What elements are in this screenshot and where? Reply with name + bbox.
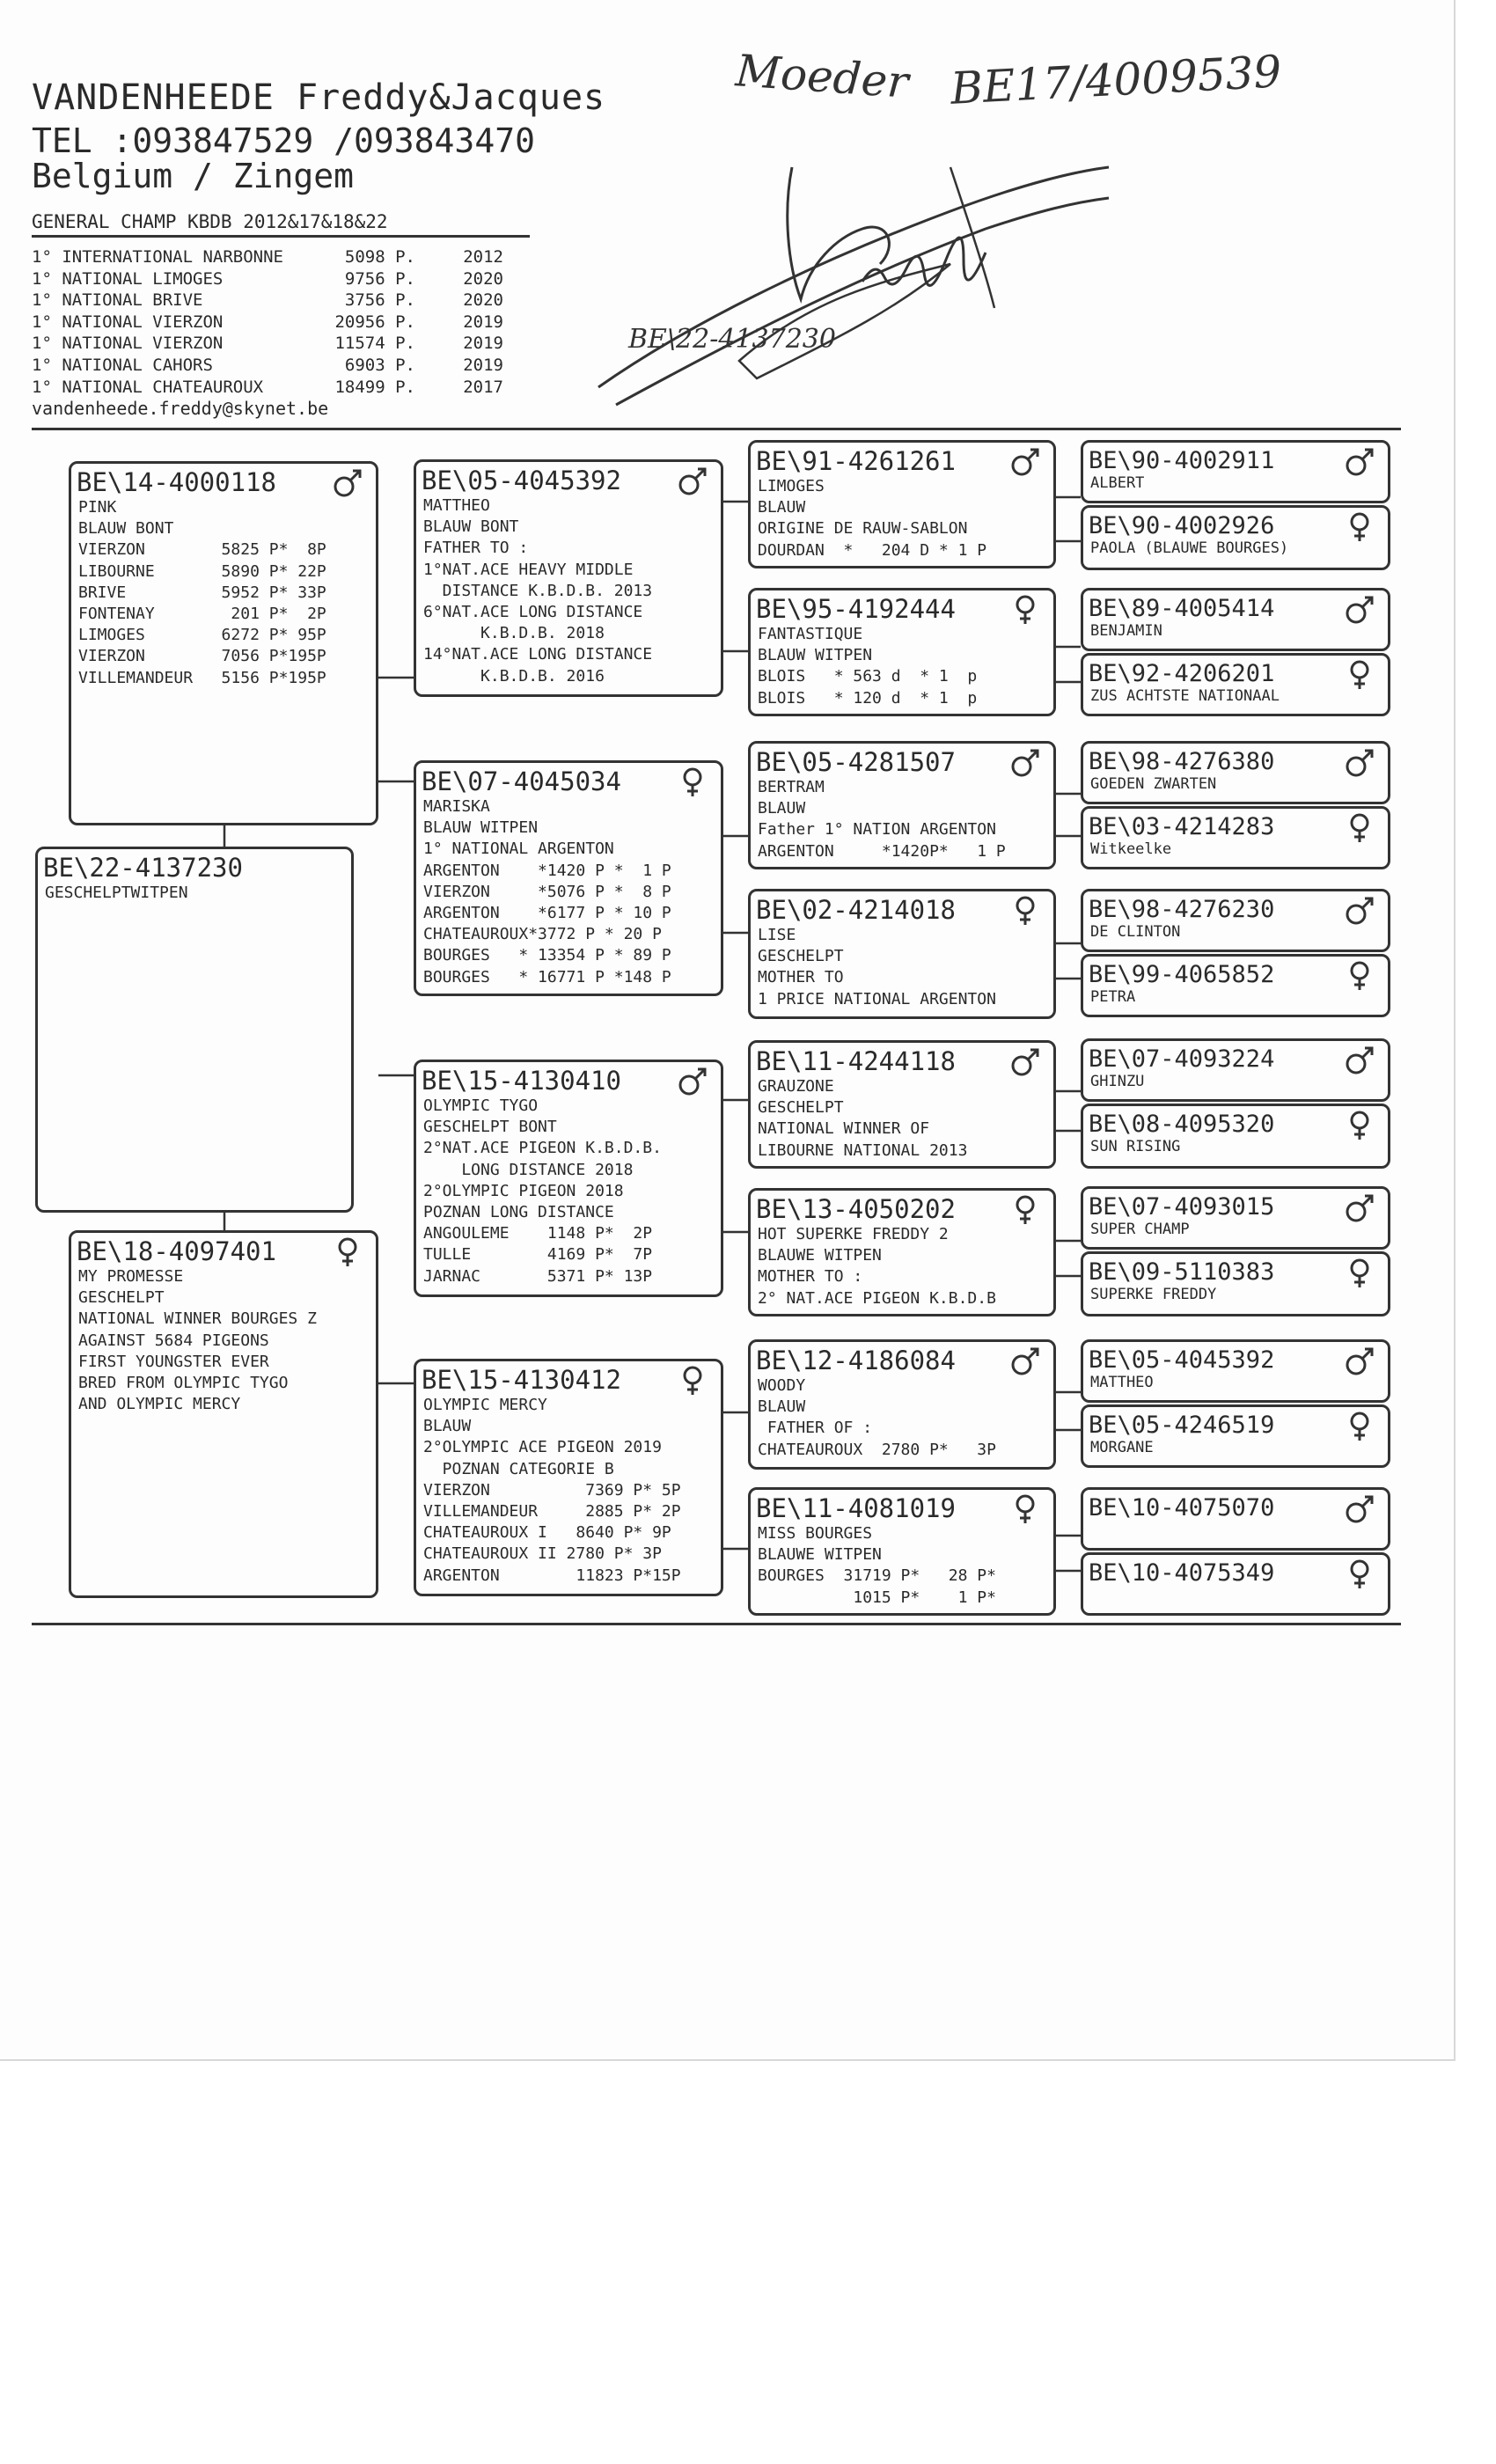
female-icon xyxy=(677,766,708,798)
female-icon xyxy=(1344,659,1375,691)
bird-info-line: WOODY xyxy=(758,1376,806,1395)
male-icon xyxy=(1344,1493,1375,1525)
bird-info-line: POZNAN CATEGORIE B xyxy=(423,1459,614,1478)
bird-info-line: FONTENAY 201 P* 2P xyxy=(78,605,326,624)
gen4-box xyxy=(1081,1038,1390,1102)
male-icon xyxy=(677,466,708,497)
bird-info-line: VIERZON *5076 P * 8 P xyxy=(423,882,671,901)
great-grandparent-box xyxy=(748,741,1056,869)
bird-info-line: BRED FROM OLYMPIC TYGO xyxy=(78,1374,289,1393)
bird-info-line: 1° NATIONAL ARGENTON xyxy=(423,840,614,859)
bird-info-line: HOT SUPERKE FREDDY 2 xyxy=(758,1225,949,1243)
ring-number: BE\10-4075349 xyxy=(1089,1559,1275,1587)
bird-info-line: 1°NAT.ACE HEAVY MIDDLE xyxy=(423,560,634,579)
bird-info-line: CHATEAUROUX II 2780 P* 3P xyxy=(423,1544,662,1564)
male-icon xyxy=(1344,747,1375,779)
bird-info-line: 6°NAT.ACE LONG DISTANCE xyxy=(423,603,643,622)
owner-location: Belgium / Zingem xyxy=(32,157,355,195)
bird-info-line: ALBERT xyxy=(1090,474,1145,492)
bird-info-line: FANTASTIQUE xyxy=(758,625,863,643)
gen4-box xyxy=(1081,1404,1390,1468)
ring-number: BE\09-5110383 xyxy=(1089,1258,1275,1286)
result-pts: 11574 P. xyxy=(334,334,415,354)
dam-box xyxy=(69,1230,378,1598)
bird-info-line: BLAUWE WITPEN xyxy=(758,1246,882,1265)
bird-info-line: BRIVE 5952 P* 33P xyxy=(78,583,326,602)
bird-info-line: PETRA xyxy=(1090,988,1136,1006)
ring-number: BE\98-4276230 xyxy=(1089,896,1275,923)
bird-info-line: 2°NAT.ACE PIGEON K.B.D.B. xyxy=(423,1139,662,1158)
result-pts: 9756 P. xyxy=(344,268,415,289)
bird-info-line: 2°OLYMPIC PIGEON 2018 xyxy=(423,1181,624,1200)
ring-number: BE\11-4081019 xyxy=(756,1493,956,1523)
male-icon xyxy=(1009,1046,1041,1078)
ring-number: BE\90-4002926 xyxy=(1089,512,1275,539)
bird-info-line: SUPER CHAMP xyxy=(1090,1221,1190,1238)
ring-number: BE\08-4095320 xyxy=(1089,1111,1275,1138)
bird-info-line: LIBOURNE 5890 P* 22P xyxy=(78,561,326,581)
great-grandparent-box xyxy=(748,440,1056,568)
bird-info-line: PAOLA (BLAUWE BOURGES) xyxy=(1090,539,1289,557)
grandparent-box xyxy=(414,1060,723,1297)
gen4-box xyxy=(1081,741,1390,804)
female-icon xyxy=(1009,594,1041,626)
male-icon xyxy=(1009,1346,1041,1377)
bird-info-line: AGAINST 5684 PIGEONS xyxy=(78,1331,269,1350)
bird-info-line: MISS BOURGES xyxy=(758,1524,873,1543)
bird-info-line: 1 PRICE NATIONAL ARGENTON xyxy=(758,989,996,1008)
male-icon xyxy=(1344,594,1375,626)
bird-info-line: ANGOULEME 1148 P* 2P xyxy=(423,1224,653,1243)
gen4-box xyxy=(1081,1251,1390,1316)
result-pts: 18499 P. xyxy=(334,377,415,397)
bird-info-line: OLYMPIC MERCY xyxy=(423,1396,547,1414)
bird-info-line: 2° NAT.ACE PIGEON K.B.D.B xyxy=(758,1288,996,1308)
male-icon xyxy=(1344,1045,1375,1076)
result-name: 1° NATIONAL VIERZON xyxy=(32,334,224,354)
bird-info-line: FIRST YOUNGSTER EVER xyxy=(78,1352,269,1371)
bird-info-line: 14°NAT.ACE LONG DISTANCE xyxy=(423,645,653,664)
great-grandparent-box xyxy=(748,588,1056,716)
bird-info-line: PINK xyxy=(78,498,117,517)
female-icon xyxy=(1009,1194,1041,1226)
bird-info-line: BLAUW WITPEN xyxy=(758,646,873,665)
bird-info-line: BOURGES * 16771 P *148 P xyxy=(423,967,671,986)
ring-number: BE\12-4186084 xyxy=(756,1346,956,1375)
gen4-box xyxy=(1081,588,1390,651)
bird-info-line: GESCHELPTWITPEN xyxy=(45,884,188,902)
bird-info-line: LISE xyxy=(758,926,796,944)
result-name: 1° NATIONAL CHATEAUROUX xyxy=(32,377,264,397)
gen4-box xyxy=(1081,440,1390,503)
ring-number: BE\10-4075070 xyxy=(1089,1494,1275,1522)
bird-info-line: Father 1° NATION ARGENTON xyxy=(758,820,996,840)
owner-email: vandenheede.freddy@skynet.be xyxy=(32,398,329,419)
bird-info-line: BLAUWE WITPEN xyxy=(758,1545,882,1565)
great-grandparent-box xyxy=(748,1487,1056,1616)
bird-info-line: MORGANE xyxy=(1090,1439,1154,1456)
owner-name: VANDENHEEDE Freddy&Jacques xyxy=(32,77,606,118)
bird-info-line: AND OLYMPIC MERCY xyxy=(78,1395,241,1414)
gen4-box xyxy=(1081,1487,1390,1551)
ring-number: BE\99-4065852 xyxy=(1089,961,1275,988)
subject-box xyxy=(35,847,354,1213)
bird-info-line: DE CLINTON xyxy=(1090,923,1181,941)
bird-info-line: SUPERKE FREDDY xyxy=(1090,1286,1217,1303)
male-icon xyxy=(1344,446,1375,478)
bird-info-line: K.B.D.B. 2016 xyxy=(423,666,605,686)
ring-number: BE\11-4244118 xyxy=(756,1046,956,1076)
result-name: 1° NATIONAL VIERZON xyxy=(32,312,224,332)
bird-info-line: ORIGINE DE RAUW-SABLON xyxy=(758,519,968,539)
male-icon xyxy=(1344,895,1375,927)
bird-info-line: CHATEAUROUX I 8640 P* 9P xyxy=(423,1523,671,1543)
bird-info-line: 1015 P* 1 P* xyxy=(758,1588,996,1607)
bird-info-line: BLAUW xyxy=(758,498,806,517)
female-icon xyxy=(332,1236,363,1268)
male-icon xyxy=(1344,1192,1375,1224)
female-icon xyxy=(1344,1558,1375,1590)
gen4-box xyxy=(1081,1186,1390,1250)
female-icon xyxy=(1344,1258,1375,1289)
bird-info-line: GESCHELPT xyxy=(758,947,844,966)
bird-info-line: BLOIS * 120 d * 1 p xyxy=(758,688,978,708)
bird-info-line: VIERZON 7369 P* 5P xyxy=(423,1480,681,1500)
ring-number: BE\15-4130412 xyxy=(422,1365,621,1395)
result-name: 1° INTERNATIONAL NARBONNE xyxy=(32,247,283,267)
bird-info-line: BLAUW xyxy=(423,1417,472,1436)
owner-phone: TEL :093847529 /093843470 xyxy=(32,121,535,160)
bird-info-line: ZUS ACHTSTE NATIONAAL xyxy=(1090,687,1280,705)
bird-info-line: MATTHEO xyxy=(1090,1374,1154,1391)
bird-info-line: OLYMPIC TYGO xyxy=(423,1096,539,1115)
result-pts: 20956 P. xyxy=(334,312,415,332)
female-icon xyxy=(1344,960,1375,992)
bird-info-line: BLAUW BONT xyxy=(78,519,174,539)
ring-number: BE\13-4050202 xyxy=(756,1194,956,1224)
grandparent-box xyxy=(414,760,723,996)
bird-info-line: 2°OLYMPIC ACE PIGEON 2019 xyxy=(423,1438,662,1457)
result-pts: 6903 P. xyxy=(344,355,415,375)
result-year: 2017 xyxy=(463,377,503,397)
bird-info-line: BOURGES 31719 P* 28 P* xyxy=(758,1566,996,1586)
result-name: 1° NATIONAL BRIVE xyxy=(32,290,203,311)
result-pts: 3756 P. xyxy=(344,290,415,311)
bird-info-line: ARGENTON *1420 P * 1 P xyxy=(423,861,671,880)
male-icon xyxy=(677,1066,708,1097)
bird-info-line: ARGENTON *6177 P * 10 P xyxy=(423,904,671,923)
female-icon xyxy=(1344,1411,1375,1442)
ring-number: BE\02-4214018 xyxy=(756,895,956,925)
result-name: 1° NATIONAL LIMOGES xyxy=(32,268,224,289)
bird-info-line: VIERZON 7056 P*195P xyxy=(78,647,326,666)
bird-info-line: MOTHER TO : xyxy=(758,1267,863,1287)
bird-info-line: FATHER OF : xyxy=(758,1419,873,1438)
bird-info-line: BOURGES * 13354 P * 89 P xyxy=(423,946,671,965)
bird-info-line: ARGENTON 11823 P*15P xyxy=(423,1566,681,1585)
bird-info-line: NATIONAL WINNER OF xyxy=(758,1119,930,1139)
bird-info-line: BERTRAM xyxy=(758,778,825,796)
bird-info-line: DOURDAN * 204 D * 1 P xyxy=(758,540,987,560)
bird-info-line: GRAUZONE xyxy=(758,1077,834,1096)
ring-number: BE\92-4206201 xyxy=(1089,660,1275,687)
female-icon xyxy=(1009,895,1041,927)
great-grandparent-box xyxy=(748,889,1056,1019)
male-icon xyxy=(1344,1346,1375,1377)
bird-info-line: GOEDEN ZWARTEN xyxy=(1090,775,1217,793)
bird-info-line: BENJAMIN xyxy=(1090,622,1162,640)
bird-info-line: DISTANCE K.B.D.B. 2013 xyxy=(423,581,653,600)
ring-number: BE\05-4045392 xyxy=(1089,1346,1275,1374)
handwritten-bird-id: BE\22-4137230 xyxy=(628,324,836,355)
bird-info-line: MOTHER TO xyxy=(758,968,844,987)
bird-info-line: GHINZU xyxy=(1090,1073,1145,1090)
handwritten-moeder: Moeder xyxy=(734,45,911,108)
gen4-box xyxy=(1081,505,1390,570)
bird-info-line: ARGENTON *1420P* 1 P xyxy=(758,841,1006,861)
bird-info-line: LIMOGES xyxy=(758,477,825,495)
bird-info-line: VIERZON 5825 P* 8P xyxy=(78,540,326,560)
gen4-box xyxy=(1081,889,1390,952)
bird-info-line: Witkeelke xyxy=(1090,840,1172,858)
bird-info-line: LIMOGES 6272 P* 95P xyxy=(78,626,326,645)
bird-info-line: BLAUW xyxy=(758,1397,806,1417)
ring-number: BE\07-4045034 xyxy=(422,766,621,796)
gen4-box xyxy=(1081,1552,1390,1616)
bird-info-line: MATTHEO xyxy=(423,496,490,515)
ring-number: BE\90-4002911 xyxy=(1089,447,1275,474)
ring-number: BE\05-4045392 xyxy=(422,466,621,495)
ring-number: BE\15-4130410 xyxy=(422,1066,621,1096)
gen4-box xyxy=(1081,653,1390,716)
great-grandparent-box xyxy=(748,1188,1056,1316)
sire-box xyxy=(69,461,378,825)
bird-info-line: BLAUW BONT xyxy=(423,517,519,537)
gen4-box xyxy=(1081,1104,1390,1169)
great-grandparent-box xyxy=(748,1040,1056,1169)
result-year: 2019 xyxy=(463,355,503,375)
result-name: 1° NATIONAL CAHORS xyxy=(32,355,213,375)
bird-info-line: MY PROMESSE xyxy=(78,1267,184,1286)
result-year: 2020 xyxy=(463,268,503,289)
ring-number: BE\18-4097401 xyxy=(77,1236,276,1266)
great-grandparent-box xyxy=(748,1339,1056,1470)
bird-info-line: GESCHELPT xyxy=(758,1098,844,1118)
female-icon xyxy=(1009,1493,1041,1525)
bird-info-line: TULLE 4169 P* 7P xyxy=(423,1245,653,1265)
bird-info-line: POZNAN LONG DISTANCE xyxy=(423,1203,614,1222)
female-icon xyxy=(1344,511,1375,543)
bird-info-line: BLOIS * 563 d * 1 p xyxy=(758,667,978,686)
female-icon xyxy=(1344,1110,1375,1141)
bird-info-line: BLAUW WITPEN xyxy=(423,818,539,838)
result-year: 2012 xyxy=(463,247,503,267)
gen4-box xyxy=(1081,954,1390,1017)
bird-info-line: JARNAC 5371 P* 13P xyxy=(423,1266,653,1286)
male-icon xyxy=(1009,747,1041,779)
ring-number: BE\89-4005414 xyxy=(1089,595,1275,622)
grandparent-box xyxy=(414,459,723,697)
ring-number: BE\95-4192444 xyxy=(756,594,956,624)
result-year: 2019 xyxy=(463,334,503,354)
bird-info-line: K.B.D.B. 2018 xyxy=(423,624,605,643)
bird-info-line: LONG DISTANCE 2018 xyxy=(423,1160,634,1179)
ring-number: BE\91-4261261 xyxy=(756,446,956,476)
result-year: 2020 xyxy=(463,290,503,311)
champ-title: GENERAL CHAMP KBDB 2012&17&18&22 xyxy=(32,211,530,238)
bird-info-line: FATHER TO : xyxy=(423,539,529,558)
bird-info-line: BLAUW xyxy=(758,799,806,818)
bird-info-line: NATIONAL WINNER BOURGES Z xyxy=(78,1309,317,1329)
result-year: 2019 xyxy=(463,312,503,332)
bird-info-line: GESCHELPT xyxy=(78,1288,165,1308)
bird-info-line: VILLEMANDEUR 5156 P*195P xyxy=(78,668,326,687)
bird-info-line: LIBOURNE NATIONAL 2013 xyxy=(758,1140,968,1160)
male-icon xyxy=(332,467,363,499)
bird-info-line: CHATEAUROUX 2780 P* 3P xyxy=(758,1440,996,1459)
bird-info-line: VILLEMANDEUR 2885 P* 2P xyxy=(423,1502,681,1522)
bird-info-line: GESCHELPT BONT xyxy=(423,1118,557,1137)
female-icon xyxy=(677,1365,708,1397)
ring-number: BE\07-4093015 xyxy=(1089,1193,1275,1221)
ring-number: BE\05-4281507 xyxy=(756,747,956,777)
handwritten-ring: BE17/4009539 xyxy=(949,46,1283,114)
gen4-box xyxy=(1081,1339,1390,1403)
bird-info-line: CHATEAUROUX*3772 P * 20 P xyxy=(423,925,662,944)
ring-number: BE\07-4093224 xyxy=(1089,1045,1275,1073)
ring-number: BE\14-4000118 xyxy=(77,467,276,497)
male-icon xyxy=(1009,446,1041,478)
result-pts: 5098 P. xyxy=(344,247,415,267)
ring-number: BE\98-4276380 xyxy=(1089,748,1275,775)
ring-number: BE\22-4137230 xyxy=(43,853,243,883)
ring-number: BE\03-4214283 xyxy=(1089,813,1275,840)
grandparent-box xyxy=(414,1359,723,1596)
bird-info-line: SUN RISING xyxy=(1090,1138,1181,1155)
female-icon xyxy=(1344,812,1375,844)
ring-number: BE\05-4246519 xyxy=(1089,1412,1275,1439)
gen4-box xyxy=(1081,806,1390,869)
bird-info-line: MARISKA xyxy=(423,797,490,816)
